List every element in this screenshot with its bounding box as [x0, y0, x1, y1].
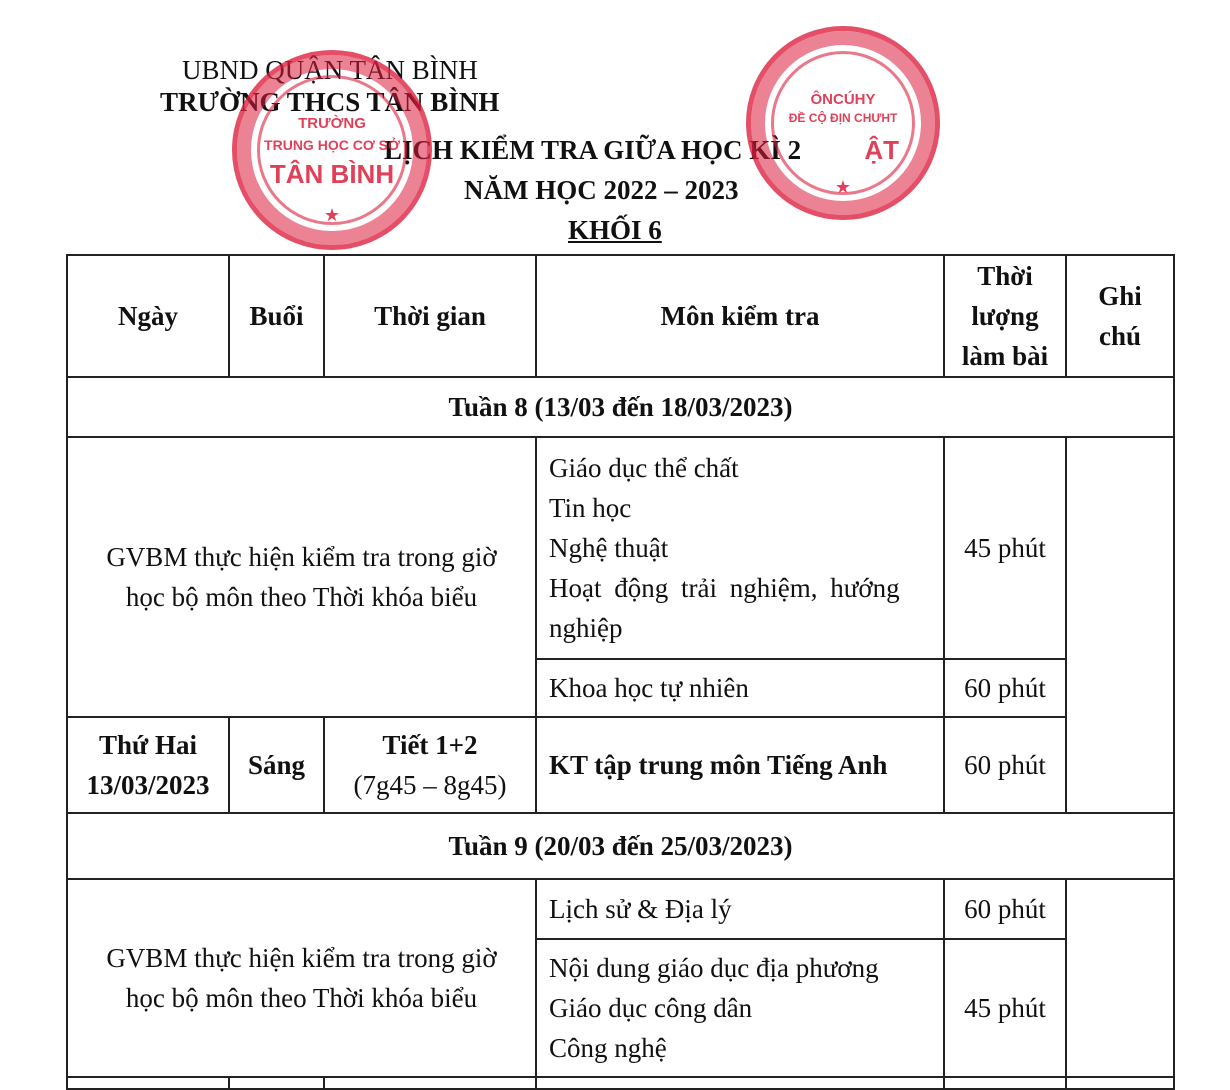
week8-label: Tuần 8 (13/03 đến 18/03/2023) — [67, 377, 1174, 437]
document-title: LỊCH KIỂM TRA GIỮA HỌC KÌ 2 — [384, 135, 802, 165]
stamp2-line2: ĐỀ CỘ ĐỊN CHƯHT — [788, 111, 898, 125]
week8-note-cell — [1066, 437, 1174, 813]
stamp2-star-icon: ★ — [834, 177, 852, 197]
official-stamp — [746, 26, 940, 220]
header-duration-l3: làm bài — [961, 341, 1049, 371]
week8-row — [67, 377, 1174, 437]
exam-subject: KT tập trung môn Tiếng Anh — [536, 717, 944, 813]
week8-group2-subject: Khoa học tự nhiên — [536, 659, 944, 717]
header-duration-l1: Thời — [977, 261, 1033, 291]
week8-gvbm-l2: học bộ môn theo Thời khóa biểu — [125, 582, 478, 612]
week8-gvbm-row — [67, 437, 1174, 659]
exam-schedule-table — [66, 254, 1175, 1090]
subject-item: Hoạt động trải nghiệm, hướng — [549, 573, 900, 603]
week8-group2-duration: 60 phút — [944, 659, 1066, 717]
org-line-1: UBND QUẬN TÂN BÌNH — [182, 55, 478, 85]
stamp2-line1: ÔNCÚHY — [810, 91, 876, 108]
week9-history-row — [67, 879, 1174, 939]
header-note — [1066, 255, 1174, 377]
blank-cell — [67, 1077, 229, 1089]
school-year: NĂM HỌC 2022 – 2023 — [464, 175, 739, 205]
week9-gvbm-l1: GVBM thực hiện kiểm tra trong giờ — [106, 943, 497, 973]
subject-item: Nội dung giáo dục địa phương — [549, 953, 879, 983]
exam-day — [67, 717, 229, 813]
blank-cell — [1066, 1077, 1174, 1089]
stamp-top-text: TRƯỜNG — [298, 115, 366, 132]
header-duration-l2: lượng — [971, 301, 1039, 331]
header-day: Ngày — [67, 255, 229, 377]
exam-time-l2: (7g45 – 8g45) — [353, 770, 507, 800]
exam-session: Sáng — [229, 717, 324, 813]
stamp-star-icon: ★ — [323, 205, 341, 225]
exam-time — [324, 717, 536, 813]
week8-gvbm-note — [67, 437, 536, 717]
exam-duration: 60 phút — [944, 717, 1066, 813]
header-session: Buổi — [229, 255, 324, 377]
week9-row — [67, 813, 1174, 879]
org-line-2: TRƯỜNG THCS TÂN BÌNH — [160, 87, 500, 117]
week8-group1-subjects — [536, 437, 944, 659]
week9-gvbm-l2: học bộ môn theo Thời khóa biểu — [125, 983, 478, 1013]
week9-group2-subjects — [536, 939, 944, 1077]
week9-note-cell — [1066, 879, 1174, 1077]
header-note-l1: Ghi — [1098, 281, 1142, 311]
stamp-name: TÂN BÌNH — [269, 159, 395, 189]
week9-gvbm-note — [67, 879, 536, 1077]
exam-day-l2: 13/03/2023 — [86, 770, 210, 800]
week8-gvbm-l1: GVBM thực hiện kiểm tra trong giờ — [106, 542, 497, 572]
week9-label: Tuần 9 (20/03 đến 25/03/2023) — [67, 813, 1174, 879]
blank-cell — [229, 1077, 324, 1089]
subject-item: Nghệ thuật — [549, 533, 669, 563]
stamp2-line3: ẬT — [864, 135, 899, 165]
header-note-l2: chú — [1098, 321, 1142, 351]
subject-item: nghiệp — [549, 613, 623, 643]
exam-time-l1: Tiết 1+2 — [382, 730, 478, 760]
stamp-mid-text: TRUNG HỌC CƠ SỞ — [264, 137, 400, 153]
week9-group2-duration: 45 phút — [944, 939, 1066, 1077]
school-stamp — [232, 50, 432, 250]
subject-item: Tin học — [549, 493, 632, 523]
week9-group1-duration: 60 phút — [944, 879, 1066, 939]
subject-item: Giáo dục công dân — [549, 993, 753, 1023]
week9-group1-subject: Lịch sử & Địa lý — [536, 879, 944, 939]
blank-cell — [536, 1077, 944, 1089]
blank-cell — [324, 1077, 536, 1089]
subject-item: Giáo dục thể chất — [549, 453, 739, 483]
header-row — [67, 255, 1174, 377]
header-subject: Môn kiểm tra — [536, 255, 944, 377]
header-time: Thời gian — [324, 255, 536, 377]
grade-label: KHỐI 6 — [568, 215, 662, 245]
week8-exam-row — [67, 717, 1174, 813]
blank-cell — [944, 1077, 1066, 1089]
next-row-partial — [67, 1077, 1174, 1089]
exam-day-l1: Thứ Hai — [99, 730, 197, 760]
week8-group1-duration: 45 phút — [944, 437, 1066, 659]
subject-item: Công nghệ — [549, 1033, 667, 1063]
header-duration — [944, 255, 1066, 377]
